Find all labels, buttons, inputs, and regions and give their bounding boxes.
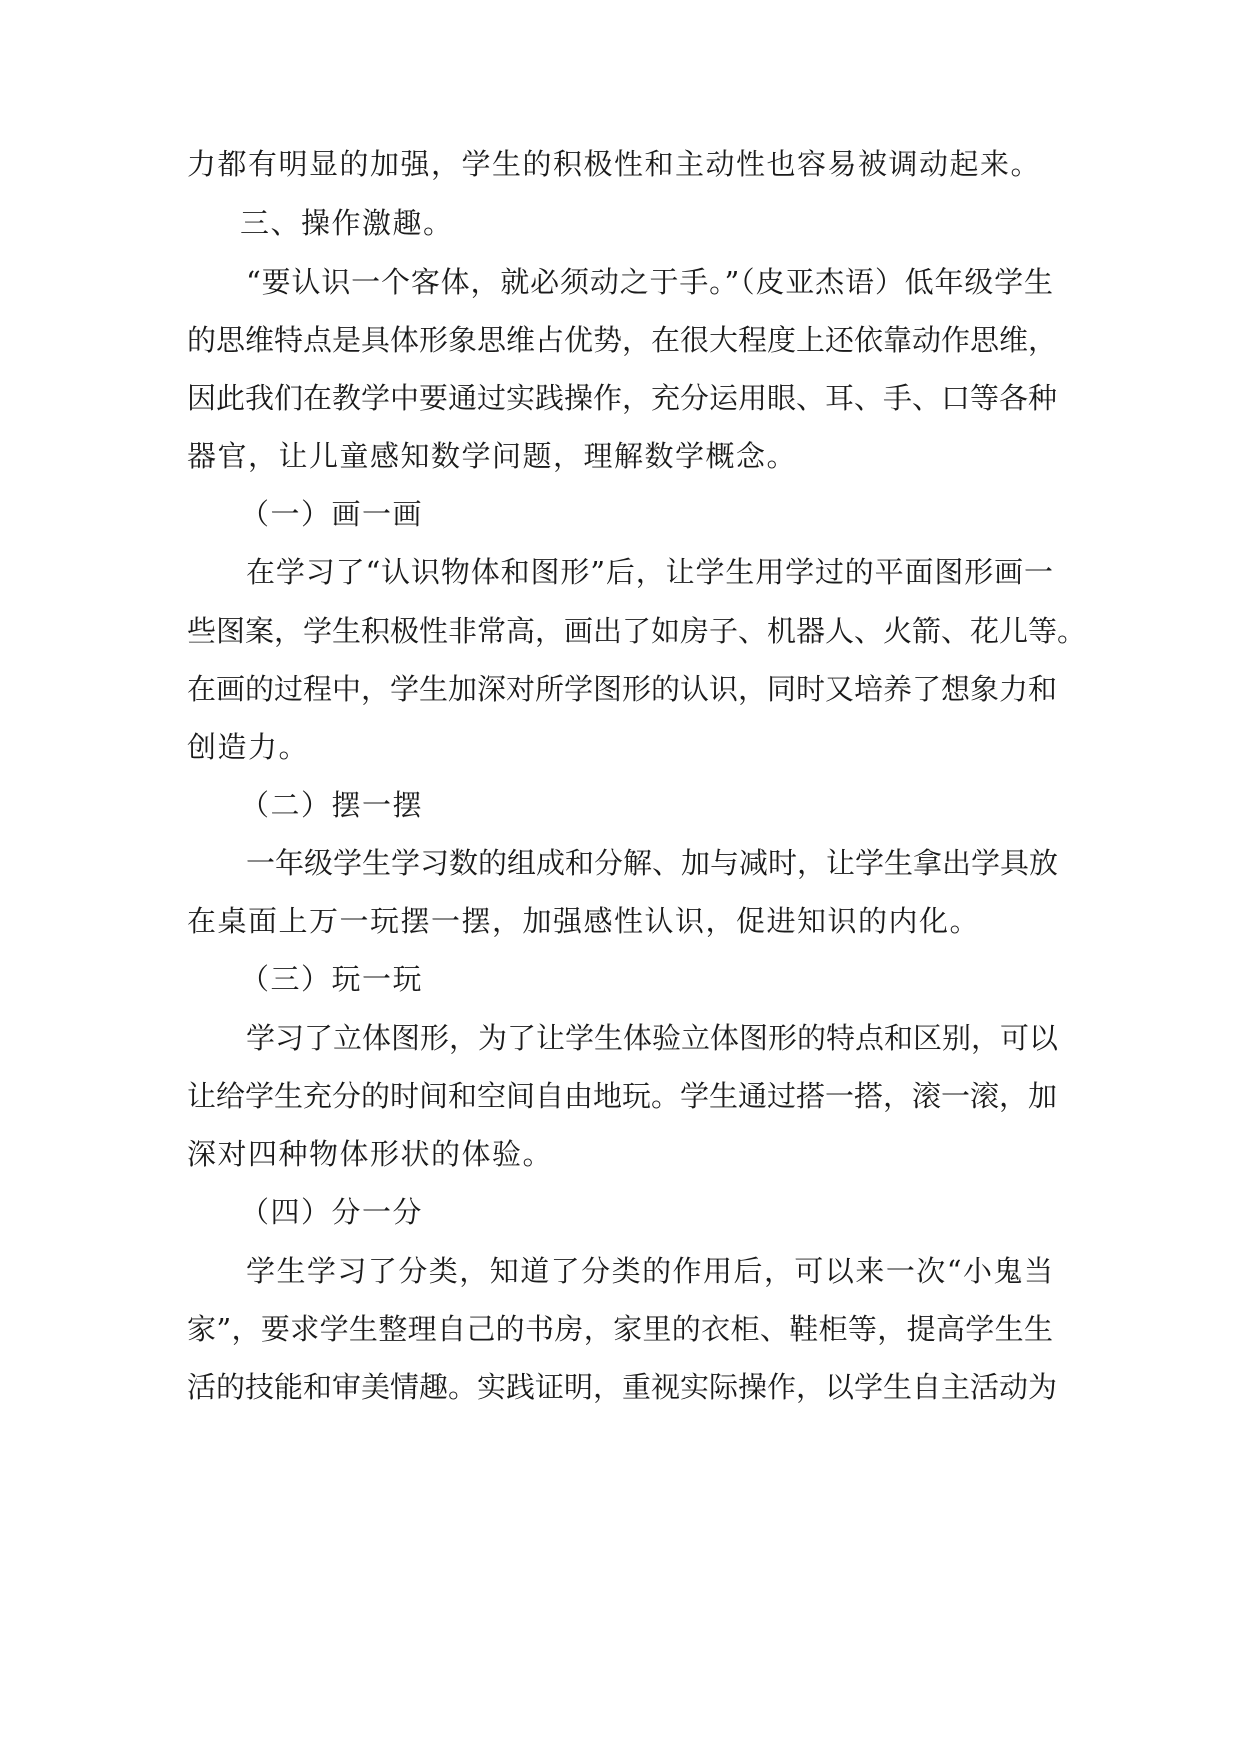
section-heading: 三、操作激趣。: [240, 206, 454, 240]
text-line: 些图案，学生积极性非常高，画出了如房子、机器人、火箭、花儿等。: [187, 614, 1087, 648]
text-line: “要认识一个客体，就必须动之于手。”（皮亚杰语）低年级学生: [246, 265, 1053, 299]
text-line: 一年级学生学习数的组成和分解、加与减时，让学生拿出学具放: [246, 846, 1059, 880]
text-line: 学生学习了分类，知道了分类的作用后，可以来一次“小鬼当: [246, 1254, 1053, 1288]
text-line: 让给学生充分的时间和空间自由地玩。学生通过搭一搭，滚一滚，加: [187, 1079, 1058, 1113]
text-line: 器官，让儿童感知数学问题，理解数学概念。: [187, 439, 798, 473]
text-line: 在画的过程中，学生加深对所学图形的认识，同时又培养了想象力和: [187, 672, 1058, 706]
text-line: 力都有明显的加强，学生的积极性和主动性也容易被调动起来。: [187, 147, 1042, 181]
subsection-heading: （四）分一分: [240, 1195, 424, 1229]
text-line: 在学习了“认识物体和图形”后，让学生用学过的平面图形画一: [246, 555, 1053, 589]
subsection-heading: （一）画一画: [240, 497, 424, 531]
subsection-heading: （二）摆一摆: [240, 788, 424, 822]
text-line: 因此我们在教学中要通过实践操作，充分运用眼、耳、手、口等各种: [187, 381, 1058, 415]
text-line: 在桌面上万一玩摆一摆，加强感性认识，促进知识的内化。: [187, 904, 981, 938]
text-line: 家”，要求学生整理自己的书房，家里的衣柜、鞋柜等，提高学生生: [187, 1312, 1053, 1346]
subsection-heading: （三）玩一玩: [240, 962, 424, 996]
text-line: 活的技能和审美情趣。实践证明，重视实际操作，以学生自主活动为: [187, 1370, 1058, 1404]
text-line: 学习了立体图形，为了让学生体验立体图形的特点和区别，可以: [246, 1021, 1059, 1055]
text-line: 的思维特点是具体形象思维占优势，在很大程度上还依靠动作思维，: [187, 323, 1058, 357]
text-line: 深对四种物体形状的体验。: [187, 1137, 554, 1171]
text-line: 创造力。: [187, 730, 310, 764]
